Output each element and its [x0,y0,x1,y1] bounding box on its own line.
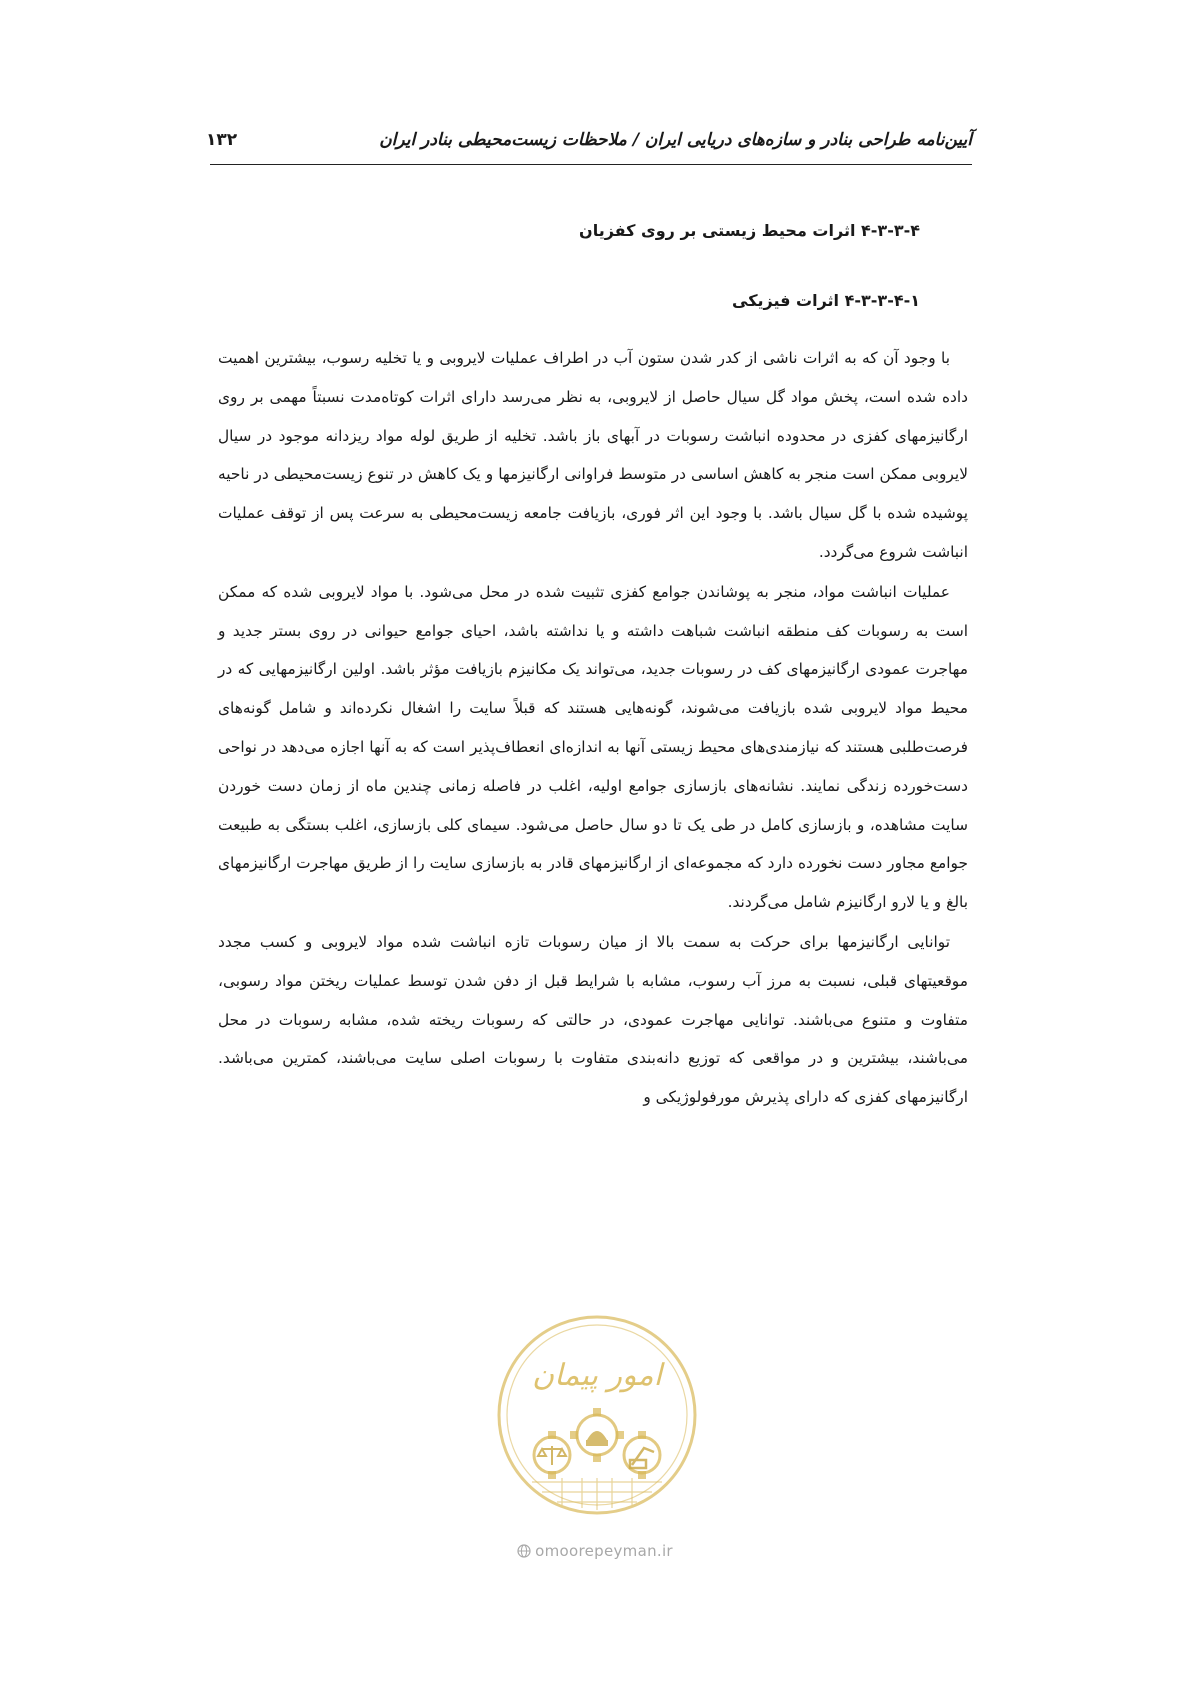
page-number: ۱۳۲ [206,130,238,150]
seal-logo-icon [492,1310,702,1520]
seal-text: امور پیمان [532,1358,662,1393]
body-text [218,339,968,1118]
website-watermark [0,1542,1190,1560]
running-header [206,124,972,165]
paragraph-2: عملیات انباشت مواد، منجر به پوشاندن جوامع کفزی تثبیت شده در محل می‌شود. با مواد لایروبی شده که ممکن است به رسوبات کف منطقه انباشت شباهت داشته و یا نداشته باشد، احیای جوامع حیوانی در روی بستر جدید و مهاجرت عمودی ارگانیزمهای کف در رسوبات جدید، می‌تواند یک مکانیزم بازیافت مؤثر باشد. اولین ارگانیزمهایی که در محیط مواد لایروبی شده بازیافت می‌شوند، گونه‌هایی هستند که قبلاً سایت را اشغال نکرده‌اند و شامل گونه‌های فرصت‌طلبی هستند که نیازمندی‌های محیط زیستی آنها به اندازه‌ای انعطاف‌پذیر است که به آنها اجازه می‌دهد در نواحی دست‌خورده زندگی نمایند. نشانه‌های بازسازی جوامع اولیه، اغلب در فاصله زمانی چندین ماه از زمان دست خوردن سایت مشاهده، و بازسازی کامل در طی یک تا دو سال حاصل می‌شود. سیمای کلی بازسازی، اغلب بستگی به طبیعت جوامع مجاور دست نخورده دارد که مجموعه‌ای از ارگانیزمهای قادر به بازسازی سایت را از طریق مهاجرت ارگانیزمهای بالغ و یا لارو ارگانیزم شامل می‌گردند. [218,582,968,912]
website-url: omoorepeyman.ir [535,1542,673,1560]
watermark-seal [492,1310,702,1520]
globe-icon [517,1544,531,1558]
subsection-heading: ۴-۳-۳-۴-۱ اثرات فیزیکی [732,291,920,310]
paragraph-3: توانایی ارگانیزمها برای حرکت به سمت بالا از میان رسوبات تازه انباشت شده مواد لایروبی و کسب مجدد موقعیتهای قبلی، نسبت به مرز آب رسوب، مشابه با شرایط قبل از دفن شدن توسط عملیات ریختن مواد رسوبی، متفاوت و متنوع می‌باشند. توانایی مهاجرت عمودی، در حالتی که رسوبات ریخته شده، مشابه رسوبات در محل می‌باشند، بیشترین و در مواقعی که توزیع دانه‌بندی متفاوت با رسوبات اصلی سایت می‌باشند، کمترین می‌باشد. ارگانیزمهای کفزی که دارای پذیرش مورفولوژیکی و [218,932,968,1107]
section-heading: ۴-۳-۳-۴ اثرات محیط زیستی بر روی کفزیان [579,221,920,240]
header-title: آیین‌نامه طراحی بنادر و سازه‌های دریایی ایران / ملاحظات زیست‌محیطی بنادر ایران [379,130,972,150]
paragraph-1: با وجود آن که به اثرات ناشی از کدر شدن ستون آب در اطراف عملیات لایروبی و یا تخلیه رسوب، بیشترین اهمیت داده شده است، پخش مواد گل سیال حاصل از لایروبی، به نظر می‌رسد دارای اثرات کوتاه‌مدت نسبتاً مهمی بر روی ارگانیزمهای کفزی در محدوده انباشت رسوبات در آبهای باز باشد. تخلیه از طریق لوله مواد ریزدانه موجود در سیال لایروبی ممکن است منجر به کاهش اساسی در متوسط فراوانی ارگانیزمها و یک کاهش در تنوع زیست‌محیطی در ناحیه پوشیده شده با گل سیال باشد. با وجود این اثر فوری، بازیافت جامعه زیست‌محیطی به سرعت پس از توقف عملیات انباشت شروع می‌گردد. [218,349,968,561]
